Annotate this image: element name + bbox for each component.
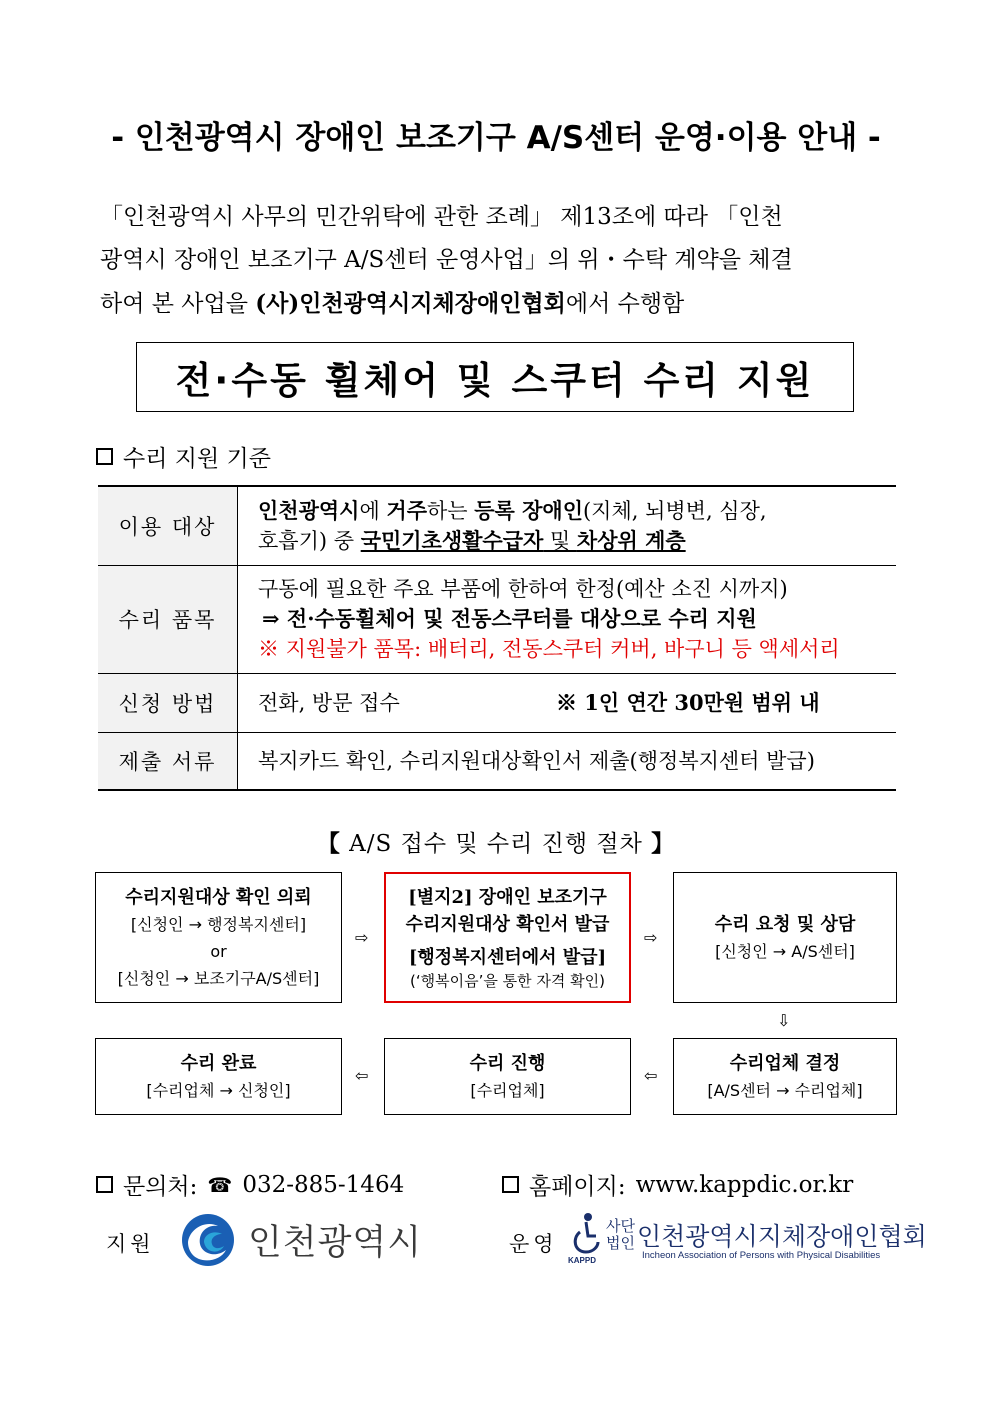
arrow-down-icon: ⇩ bbox=[777, 1011, 791, 1030]
target-residence: 거주 bbox=[386, 497, 427, 523]
contact-info bbox=[96, 1168, 404, 1201]
association-name-korean: 인천광역시지체장애인협회 bbox=[636, 1221, 927, 1251]
association-abbreviation: KAPPD bbox=[568, 1256, 597, 1265]
step1-or: or bbox=[210, 941, 227, 961]
support-banner: 전·수동 휠체어 및 스쿠터 수리 지원 bbox=[136, 342, 854, 412]
process-title-open: 【 bbox=[316, 830, 341, 857]
target-text-1: 에 bbox=[359, 498, 387, 523]
association-prefix bbox=[606, 1218, 635, 1252]
items-line-2: ⇒ 전·수동휠체어 및 전동스쿠터를 대상으로 수리 지원 bbox=[262, 606, 757, 631]
phone-icon: ☎ bbox=[207, 1172, 233, 1197]
table-row-documents bbox=[98, 732, 896, 790]
association-name-english: Incheon Association of Persons with Physical Disabilities bbox=[642, 1249, 881, 1261]
step-request-confirmation bbox=[95, 872, 342, 1003]
homepage-link[interactable]: www.kappdic.or.kr bbox=[635, 1171, 854, 1198]
row-value-documents: 복지카드 확인, 수리지원대상확인서 제출(행정복지센터 발급) bbox=[238, 732, 897, 790]
items-line-1: 구동에 필요한 주요 부품에 한하여 한정(예산 소진 시까지) bbox=[258, 577, 788, 601]
table-row-target bbox=[98, 486, 896, 565]
row-label-items: 수리 품목 bbox=[98, 565, 238, 673]
arrow-right-icon: ⇨ bbox=[355, 928, 369, 947]
row-label-documents: 제출 서류 bbox=[98, 732, 238, 790]
row-value-target bbox=[238, 486, 897, 565]
process-title-close: 】 bbox=[651, 830, 676, 857]
checkbox-icon bbox=[96, 1176, 113, 1193]
step2-line-2: 수리지원대상 확인서 발급 bbox=[405, 914, 610, 935]
target-region: 인천광역시 bbox=[258, 497, 360, 523]
step2-line-3: [행정복지센터에서 발급] bbox=[408, 947, 607, 968]
phone-number: 032-885-1464 bbox=[242, 1171, 405, 1198]
row-label-method: 신청 방법 bbox=[98, 673, 238, 732]
process-title bbox=[0, 825, 992, 858]
row-label-target: 이용 대상 bbox=[98, 486, 238, 565]
step-repair-request bbox=[673, 872, 897, 1003]
step2-line-4: (‘행복이음’을 통한 자격 확인) bbox=[410, 972, 605, 990]
incheon-emblem-icon bbox=[180, 1212, 236, 1268]
row-value-items bbox=[238, 565, 897, 673]
arrow-left-icon: ⇦ bbox=[644, 1066, 658, 1085]
step1-title: 수리지원대상 확인 의뢰 bbox=[125, 886, 312, 908]
intro-line-3 bbox=[100, 282, 900, 326]
step1-line-1: [신청인 → 행정복지센터] bbox=[130, 914, 307, 934]
step2-line-1: [별지2] 장애인 보조기구 bbox=[408, 887, 607, 908]
criteria-heading-text: 수리 지원 기준 bbox=[123, 446, 271, 472]
association-prefix-bottom: 법인 bbox=[606, 1233, 635, 1252]
step-repair-progress bbox=[384, 1038, 631, 1115]
arrow-left-icon: ⇦ bbox=[355, 1066, 369, 1085]
contact-label: 문의처: bbox=[123, 1174, 198, 1200]
row-value-method bbox=[238, 673, 897, 732]
intro-line-3-post: 에서 수행함 bbox=[565, 291, 685, 317]
method-limit-note: ※ 1인 연간 30만원 범위 내 bbox=[556, 689, 820, 715]
association-emblem-icon bbox=[570, 1212, 602, 1266]
association-text bbox=[606, 1218, 927, 1261]
items-exclusion-note: ※ 지원불가 품목: 배터리, 전동스쿠터 커버, 바구니 등 액세서리 bbox=[258, 637, 840, 661]
association-name-row bbox=[606, 1218, 927, 1252]
page-title: - 인천광역시 장애인 보조기구 A/S센터 운영·이용 안내 - bbox=[111, 120, 881, 156]
intro-paragraph bbox=[100, 196, 900, 326]
step6-title: 수리 완료 bbox=[180, 1052, 257, 1074]
homepage-info bbox=[502, 1168, 853, 1201]
step5-line-1: [수리업체] bbox=[470, 1080, 545, 1100]
target-near-poverty: 차상위 계층 bbox=[576, 527, 686, 553]
method-value: 전화, 방문 접수 bbox=[258, 690, 400, 715]
table-row-items bbox=[98, 565, 896, 673]
target-registered: 등록 장애인 bbox=[474, 497, 583, 523]
target-text-3: (지체, 뇌병변, 심장, bbox=[582, 498, 767, 523]
arrow-right-icon: ⇨ bbox=[644, 928, 658, 947]
association-prefix-top: 사단 bbox=[606, 1216, 635, 1235]
target-basic-livelihood: 국민기초생활수급자 bbox=[360, 527, 544, 553]
homepage-label: 홈페이지: bbox=[529, 1174, 626, 1200]
step4-title: 수리업체 결정 bbox=[729, 1052, 841, 1074]
operate-label: 운영 bbox=[509, 1232, 558, 1256]
intro-line-2: 광역시 장애인 보조기구 A/S센터 운영사업」의 위・수탁 계약을 체결 bbox=[100, 247, 793, 273]
process-title-text: A/S 접수 및 수리 진행 절차 bbox=[340, 831, 652, 857]
target-text-4: 호흡기) 중 bbox=[258, 528, 361, 553]
intro-line-1: 「인천광역시 사무의 민간위탁에 관한 조례」 제13조에 따라 「인천 bbox=[100, 204, 783, 230]
incheon-city-logo bbox=[180, 1212, 422, 1268]
checkbox-icon bbox=[502, 1176, 519, 1193]
table-row-method bbox=[98, 673, 896, 732]
step3-title: 수리 요청 및 상담 bbox=[714, 913, 856, 935]
support-label: 지원 bbox=[106, 1232, 155, 1256]
incheon-logo-text: 인천광역시 bbox=[248, 1223, 423, 1263]
target-text-2: 하는 bbox=[426, 498, 475, 523]
target-text-5: 및 bbox=[543, 528, 577, 553]
step5-title: 수리 진행 bbox=[469, 1052, 546, 1074]
checkbox-icon bbox=[96, 448, 113, 465]
association-logo bbox=[570, 1212, 927, 1266]
step-vendor-decision bbox=[673, 1038, 897, 1115]
step4-line-1: [A/S센터 → 수리업체] bbox=[707, 1080, 863, 1100]
step1-line-2: [신청인 → 보조기구A/S센터] bbox=[117, 968, 320, 988]
criteria-table bbox=[98, 485, 896, 791]
criteria-heading bbox=[96, 440, 271, 473]
step-repair-complete bbox=[95, 1038, 342, 1115]
intro-line-3-pre: 하여 본 사업을 bbox=[100, 291, 256, 317]
step3-line-1: [신청인 → A/S센터] bbox=[715, 941, 855, 961]
operator-organization: (사)인천광역시지체장애인협회 bbox=[255, 290, 566, 317]
step6-line-1: [수리업체 → 신청인] bbox=[146, 1080, 291, 1100]
step-issue-certificate bbox=[384, 872, 631, 1003]
